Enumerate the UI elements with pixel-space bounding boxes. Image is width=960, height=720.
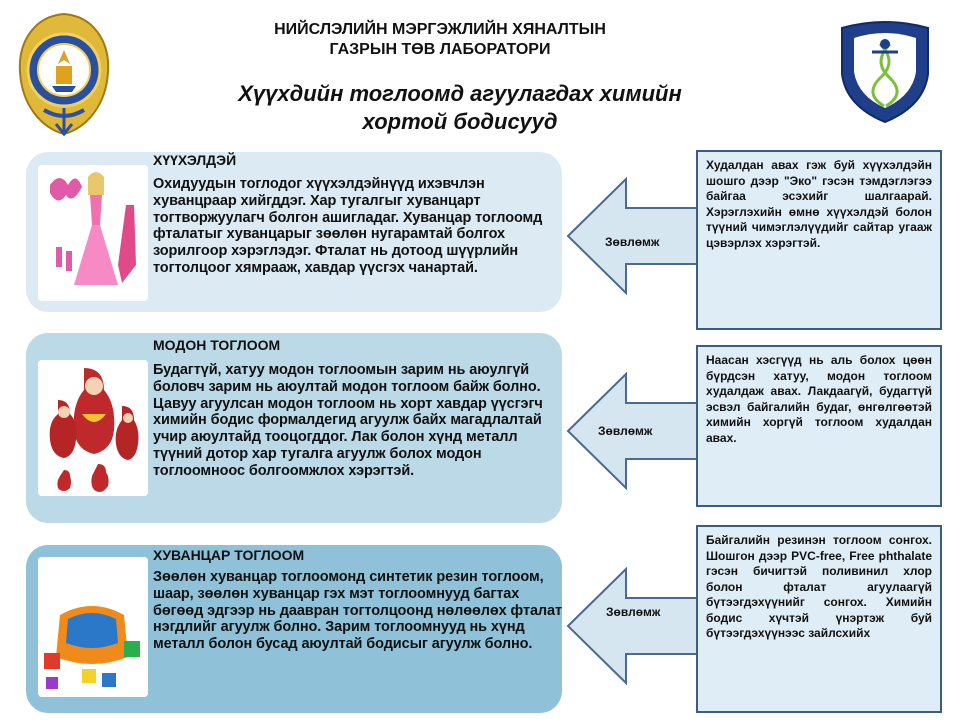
advice-arrow-plastic-toys (566, 567, 700, 685)
advice-label-wooden-toys: Зөвлөмж (598, 424, 653, 438)
section-text-wooden-toys: Будагтүй, хатуу модон тоглоомын зарим нь аюулгүй боловч зарим нь аюултай модон тоглоом байж болно. Цавуу агуулсан модон тоглоом нь хорт хавдар үүсгэгч химийн бодис формалдегид агуулж байх магадлалтай учир аюултайд тооцогддог. Лак болон хүнд металл түүний дотор хар тугалга агуулж болох модон тоглоомноос болгоомжлох хэрэгтэй. (153, 362, 543, 479)
page-title (180, 80, 740, 136)
organization-name-line2: ГАЗРЫН ТӨВ ЛАБОРАТОРИ (329, 41, 551, 58)
advice-label-plastic-toys: Зөвлөмж (606, 605, 661, 619)
organization-header (190, 20, 690, 60)
page-title-line1: Хүүхдийн тоглоомд агуулагдах химийн (238, 81, 682, 106)
section-image-plastic-toys (38, 557, 148, 697)
section-image-wooden-toys (38, 360, 148, 496)
section-text-dolls: Охидуудын тоглодог хүүхэлдэйнүүд ихэвчлэн хуванцраар хийгддэг. Хар тугалгыг хуванцарт тогтворжуулагч болгон ашигладаг. Хуванцар тоглоомд фталатыг хуванцарыг зөөлөн нугарамтай болгох зорилгоор хэрэглэдэг. Фталат нь дотоод шүүрлийн тогтолцоог хямрааж, хавдар үүсгэх чанартай. (153, 176, 543, 276)
advice-label-dolls: Зөвлөмж (605, 235, 660, 249)
page-title-line2: хортой бодисууд (362, 109, 558, 134)
advice-box-wooden-toys: Наасан хэсгүүд нь аль болох цөөн бүрдсэн хатуу, модон тоглоом худалдаж авах. Лакдаагүй, будагтүй эсвэл байгалийн будаг, өнгөлгөөтэй химийн хоргүй тоглоом худалдан авах. (696, 345, 942, 507)
section-title-plastic-toys: ХУВАНЦАР ТОГЛООМ (153, 547, 305, 563)
organization-name-line1: НИЙСЛЭЛИЙН МЭРГЭЖЛИЙН ХЯНАЛТЫН (274, 21, 606, 38)
section-title-dolls: ХҮҮХЭЛДЭЙ (153, 152, 237, 168)
right-logo (832, 14, 938, 126)
plastic-toy-icon (38, 557, 148, 697)
advice-box-plastic-toys: Байгалийн резинэн тоглоом сонгох. Шошгон дээр PVC-free, Free phthalate гэсэн бичигтэй поливинил хлор болон фталат агуулаагүй бүтээгдэхүүнийг сонгох. Химийн бодис хүчтэй үнэртэж буй бүтээгдэхүүнээс зайлсхийх (696, 525, 942, 713)
left-emblem (8, 10, 120, 138)
emblem-icon (8, 10, 120, 138)
section-text-plastic-toys: Зөөлөн хуванцар тоглоомонд синтетик резин тоглоом, шаар, зөөлөн хуванцар гэх мэт тоглоомнууд багтах бөгөөд эдгээр нь даавран тогтолцоонд нөлөөлөх фталат нэгдлийг агуулж болно. Зарим тоглоомнууд нь хүнд металл болон бусад аюултай бодисыг агуулж болно. (153, 569, 562, 653)
laboratory-shield-icon (832, 14, 938, 126)
section-title-wooden-toys: МОДОН ТОГЛООМ (153, 337, 281, 353)
nesting-dolls-icon (38, 360, 148, 496)
advice-box-dolls: Худалдан авах гэж буй хүүхэлдэйн шошго дээр "Эко" гэсэн тэмдэглэгээ байгаа эсэхийг шалгаарай. Хэрэглэхийн өмнө хүүхэлдэй болон түүний чимэглэлүүдийг сайтар угааж цэвэрлэх хэрэгтэй. (696, 150, 942, 330)
section-image-dolls (38, 165, 148, 301)
doll-icon (38, 165, 148, 301)
